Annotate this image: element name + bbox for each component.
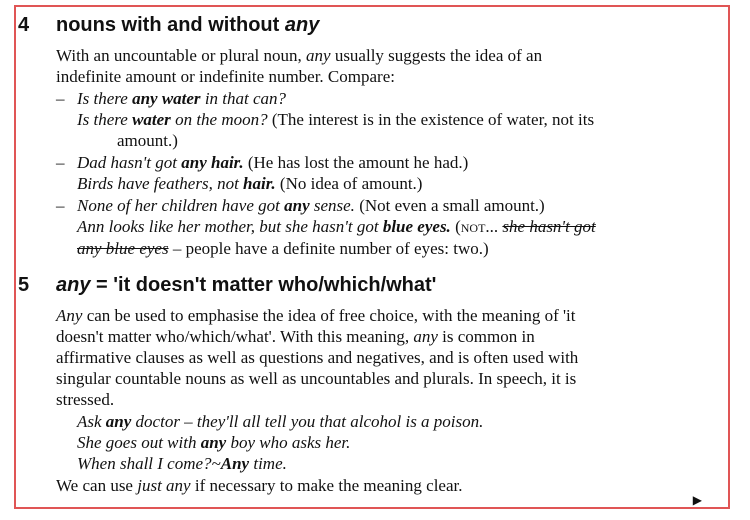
t: any hair. [181,153,244,172]
s5-para-line-5: stressed. [56,390,115,409]
t: Is there [77,110,133,129]
continue-arrow-icon[interactable]: ▶ [692,493,702,507]
t: (No idea of amount.) [275,174,423,193]
t: amount.) [117,131,178,150]
t: time. [249,454,287,473]
t: Any [56,306,83,325]
page-content [16,7,728,507]
dash: – [56,196,65,215]
t: We can use [56,476,138,495]
t: just any [137,476,191,495]
not-label: not [460,217,486,236]
struck-text: she hasn't got [502,217,596,236]
t: When shall I come?~ [77,454,221,473]
t: doctor – they'll all tell you that alcohol is a poison. [131,412,484,431]
s5-last-line [56,475,718,496]
t: blue eyes. [382,217,451,236]
t: if necessary to make the meaning clear. [190,476,463,495]
t: Ask [77,412,106,431]
t: She goes out with [77,433,201,452]
heading-any: any [56,274,91,296]
s5-para-line-3: affirmative clauses as well as questions and negatives, and is often used with [56,348,579,367]
t: ... [485,217,503,236]
section-5-number: 5 [18,274,30,296]
section-4-number: 4 [18,14,30,36]
t: hair. [243,174,276,193]
t: any [284,196,310,215]
s5-para-line-4: singular countable nouns as well as uncountables and plurals. In speech, it is [56,369,577,388]
text-italic: any [306,46,331,65]
t: Dad hasn't got [77,153,182,172]
t: None of her children have got [77,196,285,215]
page-frame [14,5,730,509]
t: – people have a definite number of eyes: two.) [168,239,489,258]
dash: – [56,89,65,108]
t: sense. [309,196,355,215]
text: With an uncountable or plural noun, [56,46,307,65]
text: usually suggests the idea of an [330,46,543,65]
t: Any [220,454,250,473]
s4-para-line-2: indefinite amount or indefinite number. Compare: [56,67,395,86]
t: Is there [77,89,133,108]
t: ( [450,217,461,236]
t: any water [132,89,201,108]
heading-text: = 'it doesn't matter who/which/what' [90,274,437,296]
t: is common in [437,327,535,346]
t: any [413,327,438,346]
heading-any: any [284,14,320,36]
t: doesn't matter who/which/what'. With this meaning, [56,327,414,346]
t: can be used to emphasise the idea of free choice, with the meaning of 'it [82,306,576,325]
t: Ann looks like her mother, but she hasn't got [77,217,383,236]
t: Birds have feathers, not [77,174,244,193]
t: any [200,433,227,452]
t: boy who asks her. [226,433,351,452]
section-5-heading [56,274,436,296]
s5-para-line-2 [56,326,718,347]
t: on the moon? [170,110,268,129]
t: (The interest is in the existence of water, not its [267,110,595,129]
s4-para-line-1 [56,45,718,66]
section-4-heading [56,14,319,36]
t: water [132,110,171,129]
t: (Not even a small amount.) [354,196,545,215]
t: any [105,412,132,431]
heading-text: nouns with and without [56,14,285,36]
t: (He has lost the amount he had.) [243,153,469,172]
struck-text: any blue eyes [77,239,169,258]
s5-para-line-1 [56,305,718,326]
t: in that can? [200,89,287,108]
dash: – [56,153,65,172]
